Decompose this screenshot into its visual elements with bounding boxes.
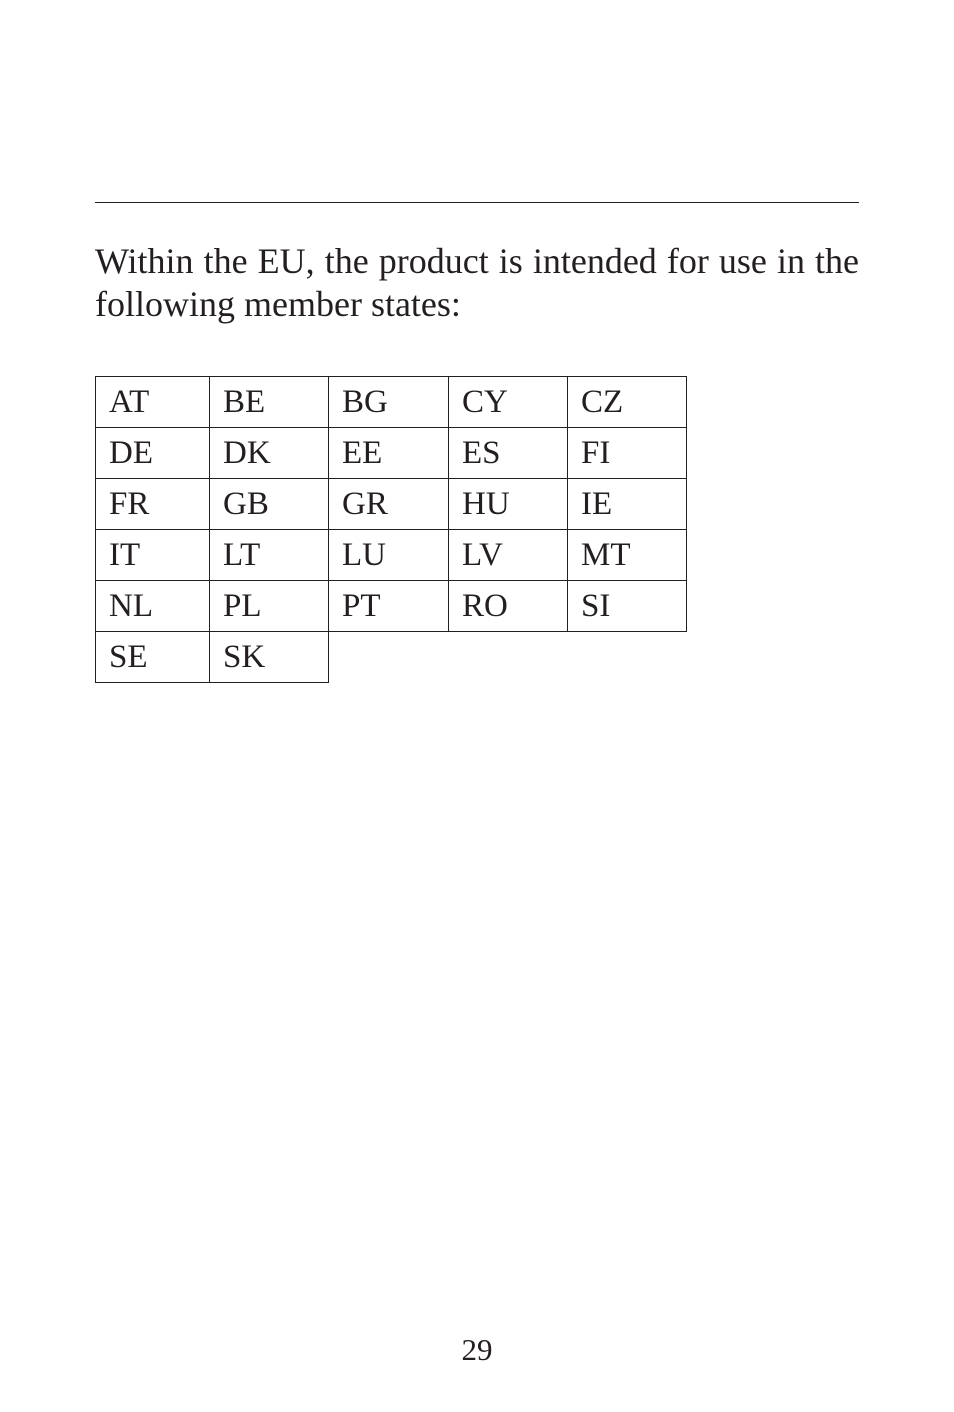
state-cell: SK: [210, 632, 329, 683]
state-cell: BG: [329, 377, 449, 428]
table-row: [96, 377, 687, 428]
top-divider: [95, 202, 859, 203]
table-row: [96, 479, 687, 530]
state-cell: AT: [96, 377, 210, 428]
state-cell: LV: [449, 530, 568, 581]
state-cell: PT: [329, 581, 449, 632]
state-cell: SI: [568, 581, 687, 632]
table-row: [96, 428, 687, 479]
state-cell: CZ: [568, 377, 687, 428]
state-cell: IT: [96, 530, 210, 581]
state-cell: CY: [449, 377, 568, 428]
table-row: [96, 530, 687, 581]
state-cell: ES: [449, 428, 568, 479]
empty-cell: [329, 632, 449, 683]
state-cell: IE: [568, 479, 687, 530]
state-cell: FI: [568, 428, 687, 479]
state-cell: MT: [568, 530, 687, 581]
state-cell: LU: [329, 530, 449, 581]
state-cell: DK: [210, 428, 329, 479]
state-cell: GB: [210, 479, 329, 530]
state-cell: FR: [96, 479, 210, 530]
member-states-table: [95, 376, 687, 683]
intro-paragraph: Within the EU, the product is intended for use in the following member states:: [95, 241, 859, 324]
empty-cell: [568, 632, 687, 683]
state-cell: HU: [449, 479, 568, 530]
state-cell: EE: [329, 428, 449, 479]
state-cell: SE: [96, 632, 210, 683]
state-cell: PL: [210, 581, 329, 632]
state-cell: NL: [96, 581, 210, 632]
table-row: [96, 581, 687, 632]
state-cell: RO: [449, 581, 568, 632]
state-cell: DE: [96, 428, 210, 479]
page-number: 29: [461, 1332, 493, 1367]
state-cell: BE: [210, 377, 329, 428]
state-cell: GR: [329, 479, 449, 530]
table-row: [96, 632, 687, 683]
state-cell: LT: [210, 530, 329, 581]
empty-cell: [449, 632, 568, 683]
